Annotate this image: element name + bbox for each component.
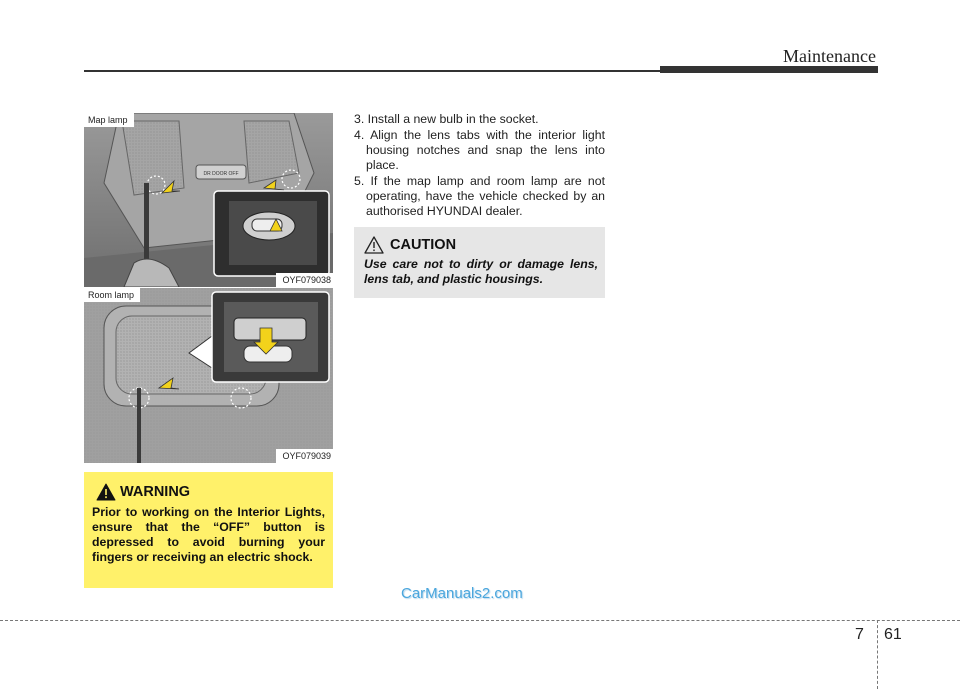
- caution-triangle-icon: [364, 236, 384, 254]
- map-lamp-figure: [84, 113, 333, 287]
- instruction-steps: [354, 112, 605, 220]
- step-item: 3. Install a new bulb in the socket.: [354, 112, 539, 126]
- warning-title: WARNING: [120, 484, 191, 500]
- footer-divider: [877, 620, 878, 689]
- watermark-link[interactable]: CarManuals2.com: [401, 585, 523, 602]
- warning-box: [84, 472, 333, 588]
- room-lamp-illustration: [84, 288, 333, 463]
- caution-box: [354, 227, 605, 298]
- room-lamp-figure: [84, 288, 333, 463]
- door-button-label: DR DOOR OFF: [203, 171, 239, 177]
- caution-text: Use care not to dirty or damage lens, lens tab, and plastic housings.: [364, 257, 598, 286]
- step-item: 4. Align the lens tabs with the interior light housing notches and snap the lens into place.: [354, 128, 605, 172]
- caution-title: CAUTION: [390, 237, 457, 253]
- footer-rule: [0, 620, 960, 621]
- section-title: Maintenance: [783, 46, 876, 66]
- map-lamp-illustration: [84, 113, 333, 287]
- page-number: 61: [884, 626, 902, 643]
- step-item: 5. If the map lamp and room lamp are not operating, have the vehicle checked by an authorised HYUNDAI dealer.: [354, 174, 605, 218]
- figure-code: OYF079038: [276, 273, 333, 287]
- figure-tag: Map lamp: [84, 113, 134, 127]
- warning-text: Prior to working on the Interior Lights, ensure that the “OFF” button is depressed to avoid burning your fingers or receiving an electric shock.: [92, 505, 325, 564]
- figure-code: OYF079039: [276, 449, 333, 463]
- figure-tag: Room lamp: [84, 288, 140, 302]
- header-rule-accent: [660, 66, 878, 73]
- chapter-number: 7: [855, 626, 864, 643]
- header-rule: [84, 70, 660, 72]
- warning-triangle-icon: [96, 483, 116, 501]
